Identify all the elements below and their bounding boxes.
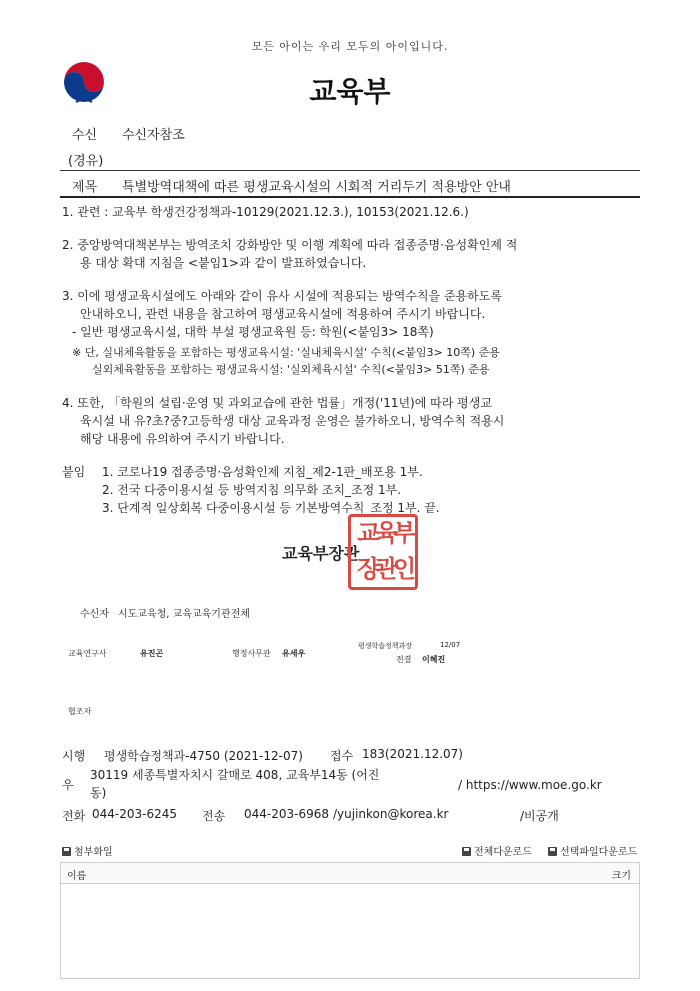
recipient-value: 수신자참조 (122, 128, 185, 143)
subject-value: 특별방역대책에 따른 평생교육시설의 시회적 거리두기 적용방안 안내 (122, 180, 511, 195)
recipients-label: 수신자 (80, 609, 109, 620)
receipt-value: 183(2021.12.07) (362, 747, 463, 761)
attachment-panel-title: 첨부화일 (62, 843, 113, 858)
paragraph-3-note-1: ※ 단, 실내체육활동을 포함하는 평생교육시설: '실내체육시설' 수칙(<붙임3> 10쪽) 준용 (72, 346, 500, 359)
via: (경유) (68, 154, 104, 169)
paragraph-4-line-3: 해당 내용에 유의하여 주시기 바랍니다. (80, 432, 285, 446)
address-line-1: 30119 세종특별자치시 갈매로 408, 교육부14동 (어진 (90, 768, 380, 782)
disk-icon (548, 847, 557, 856)
website: / https://www.moe.go.kr (458, 778, 602, 792)
motto: 모든 아이는 우리 모두의 아이입니다. (251, 40, 449, 53)
download-all-button[interactable]: 전체다운로드 (462, 843, 532, 858)
column-header-size: 크기 (611, 871, 631, 882)
receipt-label: 접수 (330, 749, 354, 763)
address-label: 우 (62, 778, 74, 792)
download-selected-button[interactable]: 선택파일다운로드 (548, 843, 637, 858)
attachments-label: 붙임 (62, 465, 86, 479)
admin-label: 행정사무관 (232, 649, 271, 658)
email: /yujinkon@korea.kr (333, 807, 449, 821)
attachment-item: 2. 전국 다중이용시설 등 방역지침 의무화 조치_조정 1부. (102, 483, 402, 497)
recipient-label: 수신 (72, 128, 98, 143)
paragraph-2-line-1: 2. 중앙방역대책본부는 방역조치 강화방안 및 이행 계획에 따라 접종증명·음성확인제 적 (62, 238, 518, 252)
phone-value: 044-203-6245 (92, 807, 178, 821)
attachment-item: 1. 코로나19 접종증명·음성확인제 지침_제2-1판_배포용 1부. (102, 465, 423, 479)
subject-label: 제목 (72, 180, 98, 195)
divider (60, 196, 640, 198)
enforce-value: 평생학습정책과-4750 (2021-12-07) (104, 749, 303, 763)
disk-icon (62, 847, 71, 856)
paragraph-1: 1. 관련 : 교육부 학생건강정책과-10129(2021.12.3.), 10153(2021.12.6.) (62, 205, 469, 219)
researcher-label: 교육연구사 (68, 649, 107, 658)
attachment-table[interactable] (60, 862, 640, 979)
researcher-name: 유진곤 (140, 649, 164, 658)
director-date: 12/07 (440, 641, 461, 649)
fax-label: 전송 (202, 809, 226, 823)
paragraph-4-line-1: 4. 또한, 「학원의 설립·운영 및 과외교습에 관한 법률」개정('11년)에 따라 평생교 (62, 396, 492, 410)
fax-value: 044-203-6968 (244, 807, 330, 821)
paragraph-3-bullet: - 일반 평생교육시설, 대학 부설 평생교육원 등: 학원(<붙임3> 18쪽) (72, 325, 434, 339)
disclosure: /비공개 (520, 809, 559, 823)
org-title: 교육부 (309, 75, 391, 108)
paragraph-3-note-2: 실외체육활동을 포함하는 평생교육시설: '실외체육시설' 수칙(<붙임3> 51쪽) 준용 (92, 363, 490, 376)
official-seal: 교 육 부 장 관 인 (348, 514, 418, 590)
paragraph-2-line-2: 용 대상 확대 지침을 <붙임1>과 같이 발표하였습니다. (80, 256, 367, 270)
paragraph-3-line-2: 안내하오니, 관련 내용을 참고하여 평생교육시설에 적용하여 주시기 바랍니다. (80, 307, 486, 321)
paragraph-3-line-1: 3. 이에 평생교육시설에도 아래와 같이 유사 시설에 적용되는 방역수칙을 준용하도록 (62, 289, 502, 303)
director-prefix: 전결 (396, 655, 412, 664)
column-header-name: 이름 (67, 871, 87, 882)
paragraph-4-line-2: 육시설 내 유?초?중?고등학생 대상 교육과정 운영은 불가하오니, 방역수칙 적용시 (80, 414, 505, 428)
director-title: 평생학습정책과장 (358, 642, 413, 650)
enforce-label: 시행 (62, 749, 86, 763)
address-line-2: 동) (90, 786, 107, 800)
divider (60, 170, 640, 171)
cooperation-label: 협조자 (68, 707, 92, 716)
phone-label: 전화 (62, 809, 86, 823)
director-name: 이혜진 (422, 655, 446, 664)
disk-icon (462, 847, 471, 856)
recipients-value: 시도교육청, 교육교육기관전체 (118, 609, 250, 620)
attachment-table-header (61, 863, 639, 884)
attachment-item: 3. 단계적 일상회복 다중이용시설 등 기본방역수칙_조정 1부. 끝. (102, 501, 440, 515)
admin-name: 유세우 (282, 649, 306, 658)
sender-name: 교육부장관 (282, 544, 360, 563)
